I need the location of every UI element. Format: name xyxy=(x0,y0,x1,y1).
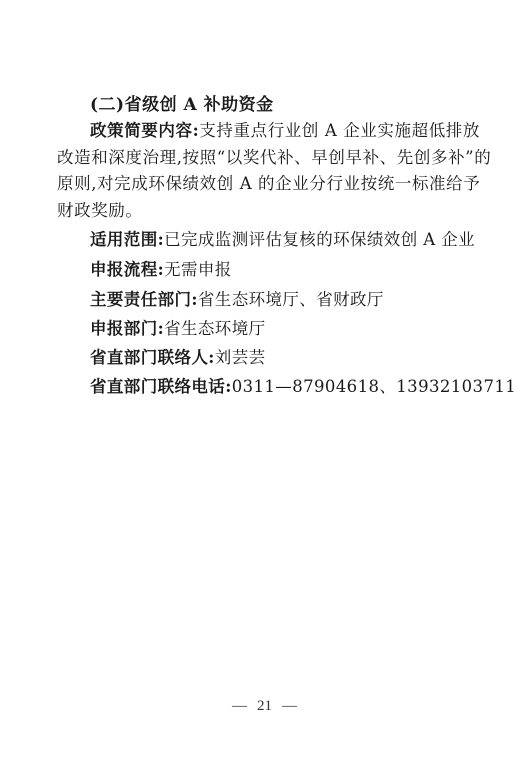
policy-summary xyxy=(57,118,492,224)
departments-row xyxy=(90,286,384,310)
apply-dept-label: 申报部门: xyxy=(90,319,165,338)
policy-first-line xyxy=(90,118,481,145)
scope-value: 已完成监测评估复核的环保绩效创 A 企业 xyxy=(164,230,475,249)
contact-label: 省直部门联络人: xyxy=(90,348,215,367)
process-label: 申报流程: xyxy=(90,260,165,279)
section-heading: (二)省级创 A 补助资金 xyxy=(90,95,274,115)
scope-row xyxy=(90,226,475,250)
policy-text-line-3: 原则,对完成环保绩效创 A 的企业分行业按统一标准给予 xyxy=(57,174,481,193)
departments-value: 省生态环境厅、省财政厅 xyxy=(197,290,384,309)
page-dash-right: — xyxy=(282,698,297,714)
policy-text-line-2: 改造和深度治理,按照“以奖代补、早创早补、先创多补”的 xyxy=(57,147,492,167)
phone-label: 省直部门联络电话: xyxy=(90,377,232,396)
departments-label: 主要责任部门: xyxy=(90,290,198,309)
apply-dept-value: 省生态环境厅 xyxy=(164,319,266,338)
apply-dept-row xyxy=(90,315,266,339)
policy-text-line-4: 财政奖励。 xyxy=(57,200,143,220)
policy-text-line-1: 支持重点行业创 A 企业实施超低排放 xyxy=(199,121,481,140)
phone-value: 0311—87904618、13932103711 xyxy=(231,377,517,396)
scope-label: 适用范围: xyxy=(90,230,165,249)
process-value: 无需申报 xyxy=(164,260,232,279)
process-row xyxy=(90,256,232,280)
page-dash-left: — xyxy=(232,698,247,714)
policy-label: 政策简要内容: xyxy=(90,121,200,140)
page-number-value: 21 xyxy=(257,698,272,714)
contact-row xyxy=(90,344,266,368)
page-number xyxy=(0,698,529,715)
phone-row xyxy=(90,373,516,397)
contact-value: 刘芸芸 xyxy=(214,348,266,367)
